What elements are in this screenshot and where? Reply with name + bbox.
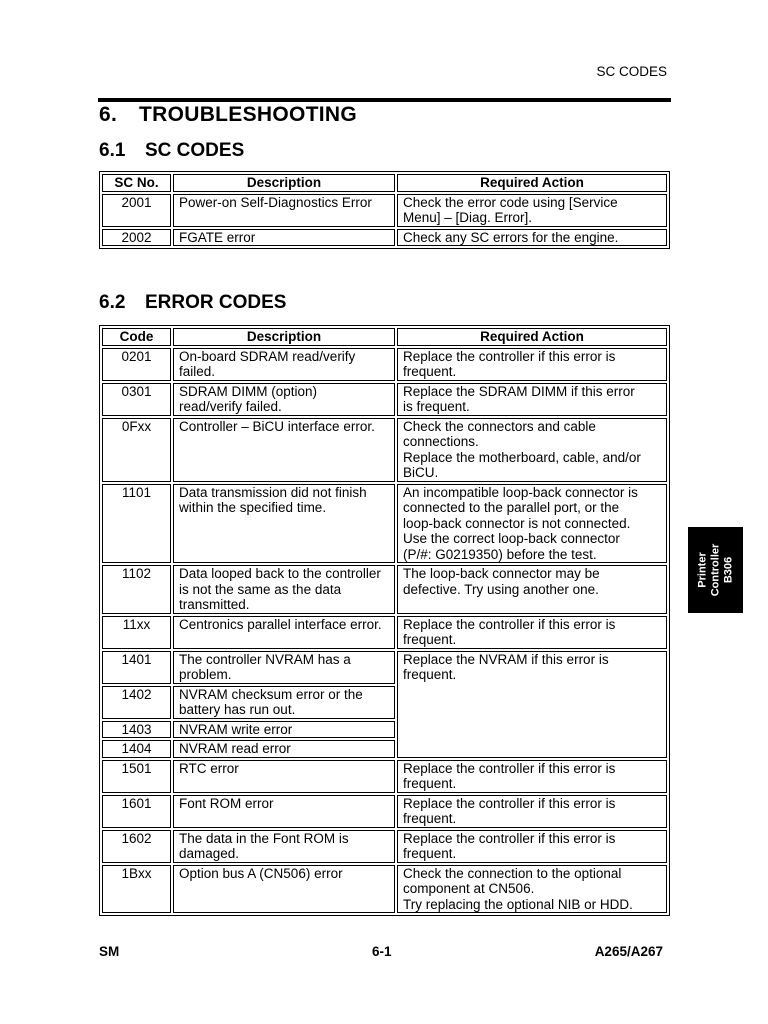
description-line: Centronics parallel interface error.	[179, 616, 382, 632]
description-line: failed.	[179, 364, 216, 379]
description-line: NVRAM write error	[179, 721, 293, 737]
table-row	[102, 484, 667, 564]
action-line: component at CN506.	[403, 881, 535, 896]
table-row	[102, 651, 667, 684]
description-cell	[173, 348, 395, 381]
action-cell	[397, 383, 667, 416]
action-line: frequent.	[403, 632, 457, 647]
description-cell	[173, 830, 395, 863]
chapter-number: 6.	[99, 103, 118, 126]
description-cell	[173, 686, 395, 719]
description-cell	[173, 383, 395, 416]
side-tab-label	[696, 544, 735, 597]
description-line: Data looped back to the controller	[179, 566, 381, 581]
section-number: 6.2	[99, 292, 126, 313]
action-cell	[397, 760, 667, 793]
chapter-title	[99, 103, 357, 127]
description-line: RTC error	[179, 760, 239, 776]
action-cell	[397, 484, 667, 564]
action-line: frequent.	[403, 364, 457, 379]
action-line: Check any SC errors for the engine.	[403, 229, 619, 245]
action-line: connected to the parallel port, or the	[403, 500, 620, 515]
description-line: Option bus A (CN506) error	[179, 865, 343, 881]
action-line: Replace the controller if this error is	[403, 760, 616, 776]
description-line: Data transmission did not finish	[179, 484, 367, 500]
description-line: read/verify failed.	[179, 399, 282, 414]
header-rule	[98, 98, 671, 102]
description-cell	[173, 484, 395, 564]
table-header-row	[102, 174, 667, 192]
description-cell	[173, 194, 395, 227]
code-cell: 1102	[102, 565, 171, 614]
code-cell: 1401	[102, 651, 171, 684]
action-line: (P/#: G0219350) before the test.	[403, 546, 597, 562]
action-line: Menu] – [Diag. Error].	[403, 210, 533, 225]
column-header: Description	[173, 328, 395, 346]
action-line: Replace the SDRAM DIMM if this error	[403, 383, 635, 399]
code-cell: 2001	[102, 194, 171, 227]
section-title-sc	[99, 140, 244, 162]
description-line: On-board SDRAM read/verify	[179, 348, 356, 364]
description-cell	[173, 418, 395, 482]
action-line: is frequent.	[403, 399, 470, 414]
action-cell	[397, 565, 667, 614]
code-cell: 11xx	[102, 616, 171, 649]
action-line: Replace the controller if this error is	[403, 616, 616, 632]
code-cell: 1601	[102, 795, 171, 828]
chapter-text: TROUBLESHOOTING	[139, 103, 357, 126]
code-cell: 0201	[102, 348, 171, 381]
description-cell	[173, 565, 395, 614]
description-cell	[173, 651, 395, 684]
table-row	[102, 229, 667, 247]
action-line: Replace the controller if this error is	[403, 830, 616, 846]
column-header: SC No.	[102, 174, 171, 192]
action-line: Replace the NVRAM if this error is	[403, 651, 609, 667]
error-codes-table	[99, 325, 670, 916]
column-header: Required Action	[397, 174, 667, 192]
table-row	[102, 795, 667, 828]
action-cell	[397, 795, 667, 828]
description-line: The data in the Font ROM is	[179, 830, 349, 846]
description-cell	[173, 865, 395, 914]
action-line: Replace the controller if this error is	[403, 795, 616, 811]
action-line: Check the connection to the optional	[403, 865, 622, 881]
description-line: FGATE error	[179, 229, 256, 245]
code-cell: 0301	[102, 383, 171, 416]
description-cell	[173, 795, 395, 828]
action-cell	[397, 229, 667, 247]
side-tab	[688, 527, 743, 613]
code-cell: 1404	[102, 740, 171, 758]
action-cell	[397, 651, 667, 758]
table-row	[102, 194, 667, 227]
action-cell	[397, 865, 667, 914]
table-row	[102, 616, 667, 649]
code-cell: 1402	[102, 686, 171, 719]
table-row	[102, 760, 667, 793]
description-line: Power-on Self-Diagnostics Error	[179, 194, 372, 210]
section-number: 6.1	[99, 140, 126, 161]
description-cell	[173, 740, 395, 758]
action-line: Replace the motherboard, cable, and/or	[403, 449, 641, 465]
column-header: Description	[173, 174, 395, 192]
action-cell	[397, 616, 667, 649]
section-text: SC CODES	[145, 140, 245, 161]
table-row	[102, 383, 667, 416]
description-cell	[173, 721, 395, 739]
column-header: Required Action	[397, 328, 667, 346]
description-line: is not the same as the data	[179, 581, 342, 597]
description-line: transmitted.	[179, 597, 250, 612]
description-line: NVRAM read error	[179, 741, 291, 756]
action-line: BiCU.	[403, 465, 439, 480]
running-header: SC CODES	[596, 64, 667, 79]
table-row	[102, 565, 667, 614]
code-cell: 1501	[102, 760, 171, 793]
footer-left: SM	[99, 944, 120, 959]
section-text: ERROR CODES	[145, 292, 287, 313]
action-line: The loop-back connector may be	[403, 566, 600, 581]
action-line: Try replacing the optional NIB or HDD.	[403, 896, 633, 912]
description-line: The controller NVRAM has a	[179, 651, 351, 667]
action-line: frequent.	[403, 811, 457, 826]
code-cell: 1Bxx	[102, 865, 171, 914]
action-line: Check the connectors and cable	[403, 418, 596, 434]
code-cell: 0Fxx	[102, 418, 171, 482]
table-row	[102, 830, 667, 863]
action-line: An incompatible loop-back connector is	[403, 484, 638, 500]
action-line: connections.	[403, 434, 479, 449]
action-line: Check the error code using [Service	[403, 194, 618, 210]
action-cell	[397, 194, 667, 227]
description-cell	[173, 229, 395, 247]
side-tab-line: Printer	[696, 552, 708, 588]
action-line: Use the correct loop-back connector	[403, 531, 620, 546]
code-cell: 2002	[102, 229, 171, 247]
side-tab-line: B306	[722, 556, 734, 584]
table-row	[102, 418, 667, 482]
table-row	[102, 865, 667, 914]
action-line: loop-back connector is not connected.	[403, 515, 631, 531]
action-line: frequent.	[403, 776, 457, 791]
action-cell	[397, 418, 667, 482]
action-cell	[397, 830, 667, 863]
description-line: problem.	[179, 667, 232, 682]
code-cell: 1101	[102, 484, 171, 564]
code-cell: 1403	[102, 721, 171, 739]
side-tab-line: Controller	[709, 543, 721, 597]
action-cell	[397, 348, 667, 381]
description-line: NVRAM checksum error or the	[179, 686, 363, 702]
table-row	[102, 348, 667, 381]
page-number: 6-1	[372, 944, 392, 959]
description-cell	[173, 616, 395, 649]
section-title-errors	[99, 292, 286, 314]
description-line: battery has run out.	[179, 702, 296, 717]
action-line: frequent.	[403, 667, 457, 682]
action-line: Replace the controller if this error is	[403, 348, 616, 364]
description-line: SDRAM DIMM (option)	[179, 383, 318, 399]
table-header-row	[102, 328, 667, 346]
description-line: damaged.	[179, 846, 240, 861]
column-header: Code	[102, 328, 171, 346]
action-line: defective. Try using another one.	[403, 581, 599, 597]
code-cell: 1602	[102, 830, 171, 863]
description-cell	[173, 760, 395, 793]
description-line: Font ROM error	[179, 795, 274, 811]
footer-right: A265/A267	[594, 944, 663, 959]
action-line: frequent.	[403, 846, 457, 861]
description-line: within the specified time.	[179, 500, 327, 515]
sc-codes-table	[99, 171, 670, 249]
description-line: Controller – BiCU interface error.	[179, 418, 375, 434]
